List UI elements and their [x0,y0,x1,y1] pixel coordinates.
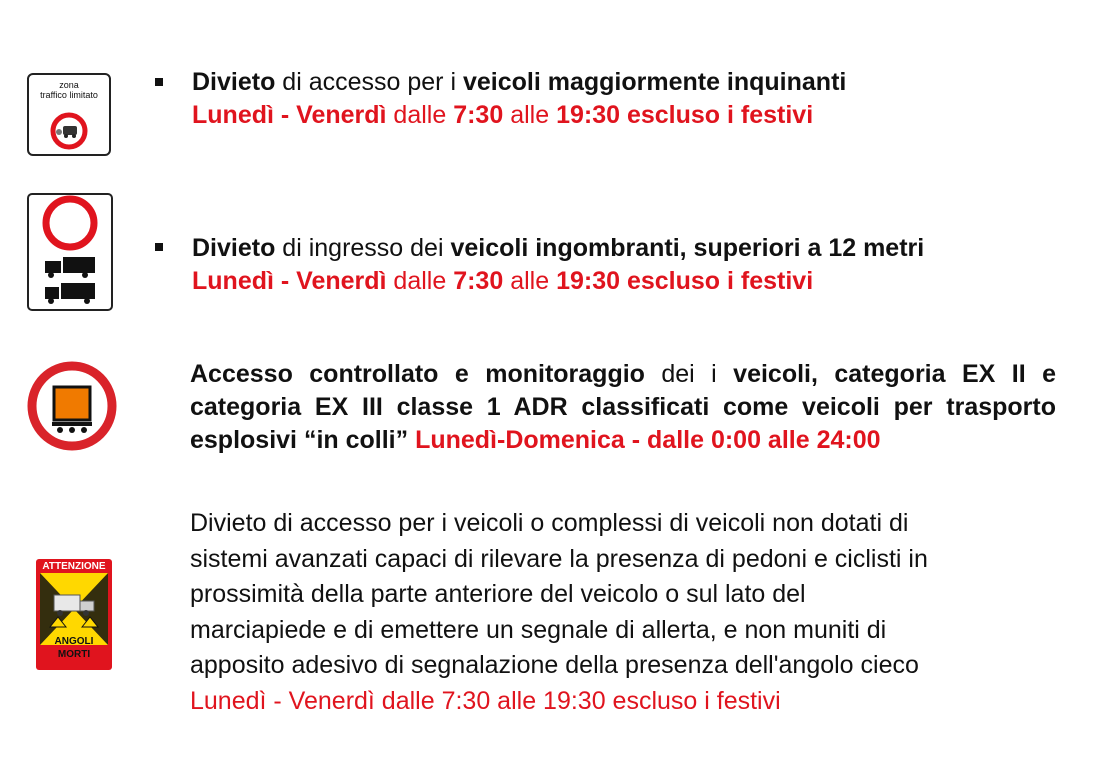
item-4-line-3: prossimità della parte anteriore del veicolo o sul lato del [190,580,806,608]
item-4-schedule: Lunedì - Venerdì dalle 7:30 alle 19:30 escluso i festivi [190,686,781,715]
item-1-line-1 [192,66,1052,99]
item-2-line-1 [192,232,1052,265]
item-1-text [192,66,1052,132]
item-1-end: 19:30 escluso i festivi [556,101,814,129]
item-1-dalle: dalle [386,101,454,129]
blind-spot-truck-icon [40,573,108,645]
item-2-text-1: di ingresso dei [275,234,451,262]
item-3-bold-2: veicoli, categoria EX II e categoria EX III classe 1 ADR classificati come veicoli per trasporto esplosivi “in colli” [190,360,1056,454]
item-1-bold-2: veicoli maggiormente inquinanti [462,68,847,96]
sticker-top-label: ATTENZIONE [42,561,106,572]
item-2-schedule [192,265,1052,298]
item-4-text [190,506,1070,719]
sign-line-traffico: traffico limitato [40,90,98,100]
item-1-schedule [192,99,1052,132]
item-2-end: 19:30 escluso i festivi [556,267,814,295]
item-4-line-5: apposito adesivo di segnalazione della presenza dell'angolo cieco [190,651,919,679]
item-1-bold-1: Divieto [192,68,276,96]
item-3-text [190,358,1056,457]
item-2-dalle: dalle [386,267,454,295]
bullet-2 [155,243,163,251]
item-4-line-4: marciapiede e di emettere un segnale di allerta, e non muniti di [190,615,887,644]
item-2-start: 7:30 [453,267,504,295]
sticker-bottom-label-1: ANGOLI [54,636,94,647]
sign-line-zona: zona [59,80,79,90]
no-heavy-vehicles-sign-icon [27,193,113,311]
bullet-1 [155,78,163,86]
item-1-start: 7:30 [453,101,504,129]
item-2-text [192,232,1052,298]
item-2-alle: alle [503,267,557,295]
item-3-schedule: Lunedì-Domenica - dalle 0:00 alle 24:00 [408,426,881,454]
item-2-bold-2: veicoli ingombranti, superiori a 12 metri [450,234,925,262]
item-2-bold-1: Divieto [192,234,276,262]
item-2-days: Lunedì - Venerdì [192,267,387,295]
item-3-bold-1: Accesso controllato e monitoraggio [190,360,645,388]
ztl-zone-sign-icon [27,73,111,156]
item-1-alle: alle [503,101,557,129]
blind-spot-sticker-icon [36,559,112,670]
no-polluting-vehicles-icon [49,111,89,151]
item-4-line-1: Divieto di accesso per i veicoli o complessi di veicoli non dotati di [190,509,909,537]
dangerous-goods-sign-icon [26,360,118,452]
item-4-line-2: sistemi avanzati capaci di rilevare la presenza di pedoni e ciclisti in [190,544,928,573]
item-3-text-1: dei i [644,360,734,388]
item-1-text-1: di accesso per i [275,68,463,96]
sticker-bottom-label-2: MORTI [57,649,91,660]
item-1-days: Lunedì - Venerdì [192,101,387,129]
